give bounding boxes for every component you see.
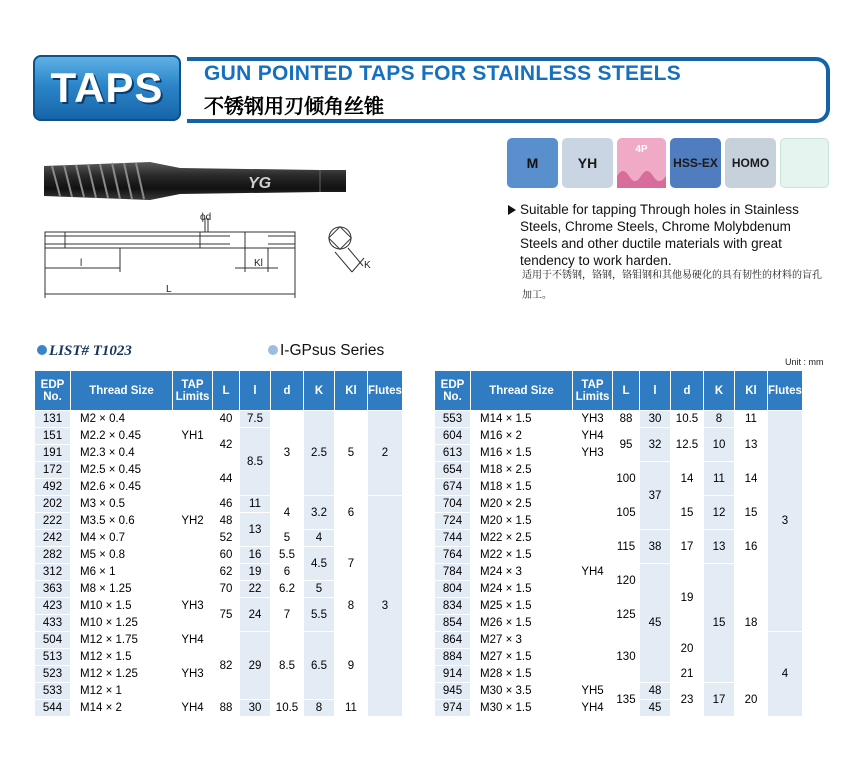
edp-number: 974 [435, 700, 471, 717]
column-header: Kl [735, 371, 768, 411]
thread-size: M26 × 1.5 [471, 615, 573, 632]
edp-number: 654 [435, 462, 471, 479]
cell-K: 8 [704, 411, 735, 428]
thread-size: M18 × 2.5 [471, 462, 573, 479]
thread-size: M2.5 × 0.45 [71, 462, 173, 479]
edp-number: 864 [435, 632, 471, 649]
cell-Kl: 7 [335, 547, 368, 581]
edp-number: 191 [35, 445, 71, 462]
cell-fl: 3 [368, 496, 403, 717]
table-row [35, 581, 403, 598]
table-row [435, 428, 803, 445]
cell-K: 6.5 [304, 632, 335, 700]
cell-K: 8 [304, 700, 335, 717]
triangle-bullet-icon [508, 205, 516, 215]
taps-logo-badge: TAPS [33, 55, 181, 121]
cell-lim: YH3 [173, 649, 213, 700]
edp-number: 704 [435, 496, 471, 513]
thread-size: M3.5 × 0.6 [71, 513, 173, 530]
tool-brand-mark: YG [248, 175, 272, 192]
cell-Kl: 16 [735, 530, 768, 564]
cell-Kl: 5 [335, 411, 368, 496]
edp-number: 492 [35, 479, 71, 496]
thread-size: M2.2 × 0.45 [71, 428, 173, 445]
table-row [435, 683, 803, 700]
edp-number: 604 [435, 428, 471, 445]
cell-Kl: 14 [735, 462, 768, 496]
cell-Kl: 18 [735, 564, 768, 683]
cell-K: 15 [704, 564, 735, 683]
cell-L: 88 [613, 411, 640, 428]
edp-number: 544 [35, 700, 71, 717]
cell-L: 60 [213, 547, 240, 564]
series-title: I-GPsus Series [268, 342, 384, 360]
cell-lim: YH3 [573, 411, 613, 428]
cell-L: 82 [213, 632, 240, 700]
badge-material-m: M [507, 138, 558, 188]
tap-dimension-drawing [30, 208, 390, 303]
edp-number: 282 [35, 547, 71, 564]
thread-size: M16 × 1.5 [471, 445, 573, 462]
cell-Kl: 9 [335, 632, 368, 700]
spec-table-left [34, 370, 403, 717]
edp-number: 523 [35, 666, 71, 683]
thread-size: M14 × 1.5 [471, 411, 573, 428]
cell-l: 45 [640, 564, 671, 683]
thread-size: M12 × 1.25 [71, 666, 173, 683]
edp-number: 433 [35, 615, 71, 632]
thread-size: M22 × 1.5 [471, 547, 573, 564]
thread-size: M16 × 2 [471, 428, 573, 445]
dim-d-label: ϕd [200, 212, 212, 223]
cell-L: 105 [613, 496, 640, 530]
badge-tolerance-yh: YH [562, 138, 613, 188]
cell-Kl: 15 [735, 496, 768, 530]
cell-L: 44 [213, 462, 240, 496]
badge-4p [617, 138, 666, 188]
edp-number: 504 [35, 632, 71, 649]
cell-K: 17 [704, 683, 735, 717]
cell-lim: YH4 [573, 700, 613, 717]
thread-size: M12 × 1.75 [71, 632, 173, 649]
thread-size: M14 × 2 [71, 700, 173, 717]
column-header: TAP Limits [573, 371, 613, 411]
thread-size: M2 × 0.4 [71, 411, 173, 428]
column-header: Kl [335, 371, 368, 411]
cell-d: 10.5 [271, 700, 304, 717]
wave-icon [617, 166, 666, 188]
column-header: EDP No. [435, 371, 471, 411]
cell-Kl: 13 [735, 428, 768, 462]
edp-number: 172 [35, 462, 71, 479]
cell-d: 12.5 [671, 428, 704, 462]
thread-size: M10 × 1.5 [71, 598, 173, 615]
thread-size: M27 × 3 [471, 632, 573, 649]
column-header: K [704, 371, 735, 411]
thread-size: M8 × 1.25 [71, 581, 173, 598]
edp-number: 854 [435, 615, 471, 632]
cell-Kl: 11 [735, 411, 768, 428]
cell-fl: 3 [768, 411, 803, 632]
edp-number: 131 [35, 411, 71, 428]
thread-size: M2.3 × 0.4 [71, 445, 173, 462]
table-row [435, 496, 803, 513]
cell-d: 21 [671, 666, 704, 683]
table-row [35, 530, 403, 547]
cell-L: 48 [213, 513, 240, 530]
unit-label: Unit : mm [785, 357, 824, 367]
cell-d: 17 [671, 530, 704, 564]
cell-L: 52 [213, 530, 240, 547]
table-row [35, 700, 403, 717]
cell-K: 12 [704, 496, 735, 530]
cell-d: 4 [271, 496, 304, 530]
cell-Kl: 6 [335, 496, 368, 530]
cell-lim: YH3 [173, 581, 213, 632]
cell-d: 3 [271, 411, 304, 496]
cell-l: 24 [240, 598, 271, 632]
cell-d: 10.5 [671, 411, 704, 428]
thread-size: M20 × 1.5 [471, 513, 573, 530]
column-header: l [240, 371, 271, 411]
thread-size: M22 × 2.5 [471, 530, 573, 547]
badge-4p-label: 4P [635, 144, 648, 155]
cell-L: 125 [613, 598, 640, 632]
cell-d: 6 [271, 564, 304, 581]
thread-size: M30 × 3.5 [471, 683, 573, 700]
cell-L: 42 [213, 428, 240, 462]
thread-size: M4 × 0.7 [71, 530, 173, 547]
thread-size: M30 × 1.5 [471, 700, 573, 717]
cell-K: 13 [704, 530, 735, 564]
edp-number: 804 [435, 581, 471, 598]
cell-L: 115 [613, 530, 640, 564]
dim-K-label: K [364, 260, 371, 271]
dim-L-label: L [166, 284, 172, 295]
table-row [435, 564, 803, 581]
column-header: Flutes [368, 371, 403, 411]
edp-number: 423 [35, 598, 71, 615]
cell-L: 88 [213, 700, 240, 717]
cell-L: 135 [613, 683, 640, 717]
edp-number: 724 [435, 513, 471, 530]
thread-size: M5 × 0.8 [71, 547, 173, 564]
cell-l: 7.5 [240, 411, 271, 428]
page-title: GUN POINTED TAPS FOR STAINLESS STEELS [204, 62, 682, 85]
edp-number: 834 [435, 598, 471, 615]
spec-table-right [434, 370, 803, 717]
edp-number: 914 [435, 666, 471, 683]
badge-homo: HOMO [725, 138, 776, 188]
dim-l-label: l [80, 258, 83, 269]
cell-l: 13 [240, 513, 271, 547]
edp-number: 613 [435, 445, 471, 462]
thread-size: M6 × 1 [71, 564, 173, 581]
table-row [35, 496, 403, 513]
cell-l: 22 [240, 581, 271, 598]
thread-size: M2.6 × 0.45 [71, 479, 173, 496]
cell-l: 45 [640, 700, 671, 717]
cell-l: 30 [240, 700, 271, 717]
bullet-dot-icon [268, 345, 278, 355]
cell-L: 130 [613, 632, 640, 683]
cell-d: 14 [671, 462, 704, 496]
table-row [435, 530, 803, 547]
column-header: Flutes [768, 371, 803, 411]
cell-d: 5.5 [271, 547, 304, 564]
dim-kl-label: Kl [254, 258, 263, 269]
cell-L: 95 [613, 428, 640, 462]
column-header: EDP No. [35, 371, 71, 411]
cell-l: 38 [640, 530, 671, 564]
badge-coating-blank [780, 138, 829, 188]
list-number: LIST# T1023 [37, 343, 132, 360]
edp-number: 884 [435, 649, 471, 666]
edp-number: 945 [435, 683, 471, 700]
column-header: L [213, 371, 240, 411]
cell-l: 48 [640, 683, 671, 700]
cell-lim: YH4 [173, 632, 213, 649]
cell-K: 3.2 [304, 496, 335, 530]
cell-d: 6.2 [271, 581, 304, 598]
cell-L: 100 [613, 462, 640, 496]
cell-d: 5 [271, 530, 304, 547]
column-header: d [271, 371, 304, 411]
bullet-dot-icon [37, 345, 47, 355]
cell-L: 40 [213, 411, 240, 428]
edp-number: 744 [435, 530, 471, 547]
table-row [35, 547, 403, 564]
cell-K: 11 [704, 462, 735, 496]
thread-size: M28 × 1.5 [471, 666, 573, 683]
thread-size: M10 × 1.25 [71, 615, 173, 632]
cell-d: 15 [671, 496, 704, 530]
thread-size: M18 × 1.5 [471, 479, 573, 496]
cell-L: 62 [213, 564, 240, 581]
cell-d: 19 [671, 564, 704, 632]
table-row [435, 411, 803, 428]
cell-K: 2.5 [304, 411, 335, 496]
cell-l: 11 [240, 496, 271, 513]
cell-L: 70 [213, 581, 240, 598]
edp-number: 784 [435, 564, 471, 581]
column-header: Thread Size [471, 371, 573, 411]
page-title-cn: 不锈钢用刃倾角丝锥 [204, 96, 384, 118]
thread-size: M24 × 1.5 [471, 581, 573, 598]
edp-number: 242 [35, 530, 71, 547]
edp-number: 513 [35, 649, 71, 666]
cell-l: 19 [240, 564, 271, 581]
cell-l: 30 [640, 411, 671, 428]
cell-lim: YH4 [573, 428, 613, 445]
column-header: l [640, 371, 671, 411]
cell-fl: 2 [368, 411, 403, 496]
edp-number: 764 [435, 547, 471, 564]
thread-size: M12 × 1 [71, 683, 173, 700]
cell-d: 7 [271, 598, 304, 632]
edp-number: 553 [435, 411, 471, 428]
edp-number: 222 [35, 513, 71, 530]
edp-number: 312 [35, 564, 71, 581]
cell-lim: YH4 [173, 700, 213, 717]
cell-d: 23 [671, 683, 704, 717]
cell-lim: YH2 [173, 462, 213, 581]
edp-number: 674 [435, 479, 471, 496]
cell-K: 4.5 [304, 547, 335, 581]
cell-K: 10 [704, 428, 735, 462]
cell-Kl: 11 [335, 700, 368, 717]
thread-size: M12 × 1.5 [71, 649, 173, 666]
tap-tool-image [30, 150, 360, 210]
cell-Kl [335, 530, 368, 547]
cell-lim: YH1 [173, 411, 213, 462]
cell-L: 75 [213, 598, 240, 632]
column-header: K [304, 371, 335, 411]
thread-size: M3 × 0.5 [71, 496, 173, 513]
thread-size: M20 × 2.5 [471, 496, 573, 513]
column-header: L [613, 371, 640, 411]
cell-l: 37 [640, 462, 671, 530]
cell-l: 32 [640, 428, 671, 462]
cell-l: 29 [240, 632, 271, 700]
cell-K: 4 [304, 530, 335, 547]
cell-L: 120 [613, 564, 640, 598]
edp-number: 202 [35, 496, 71, 513]
edp-number: 363 [35, 581, 71, 598]
table-row [35, 411, 403, 428]
cell-K: 5 [304, 581, 335, 598]
table-row [435, 462, 803, 479]
description-en: Suitable for tapping Through holes in Stainless Steels, Chrome Steels, Chrome Molybdenum Steels and other ductile materials with great tendency to work harden. [520, 202, 799, 268]
cell-lim: YH5 [573, 683, 613, 700]
cell-lim: YH3 [573, 445, 613, 462]
badge-hss-ex: HSS-EX [670, 138, 721, 188]
cell-l: 16 [240, 547, 271, 564]
table-row [35, 632, 403, 649]
thread-size: M27 × 1.5 [471, 649, 573, 666]
cell-K: 5.5 [304, 598, 335, 632]
column-header: TAP Limits [173, 371, 213, 411]
thread-size: M25 × 1.5 [471, 598, 573, 615]
column-header: d [671, 371, 704, 411]
cell-d: 20 [671, 632, 704, 666]
cell-fl: 4 [768, 632, 803, 717]
cell-lim: YH4 [573, 462, 613, 683]
description-cn: 适用于不锈钢，铬钢，铬钼钢和其他易硬化的具有韧性的材料的盲孔加工。 [522, 270, 822, 301]
edp-number: 533 [35, 683, 71, 700]
cell-L: 46 [213, 496, 240, 513]
column-header: Thread Size [71, 371, 173, 411]
cell-l: 8.5 [240, 428, 271, 496]
edp-number: 151 [35, 428, 71, 445]
thread-size: M24 × 3 [471, 564, 573, 581]
cell-Kl: 8 [335, 581, 368, 632]
cell-Kl: 20 [735, 683, 768, 717]
cell-d: 8.5 [271, 632, 304, 700]
